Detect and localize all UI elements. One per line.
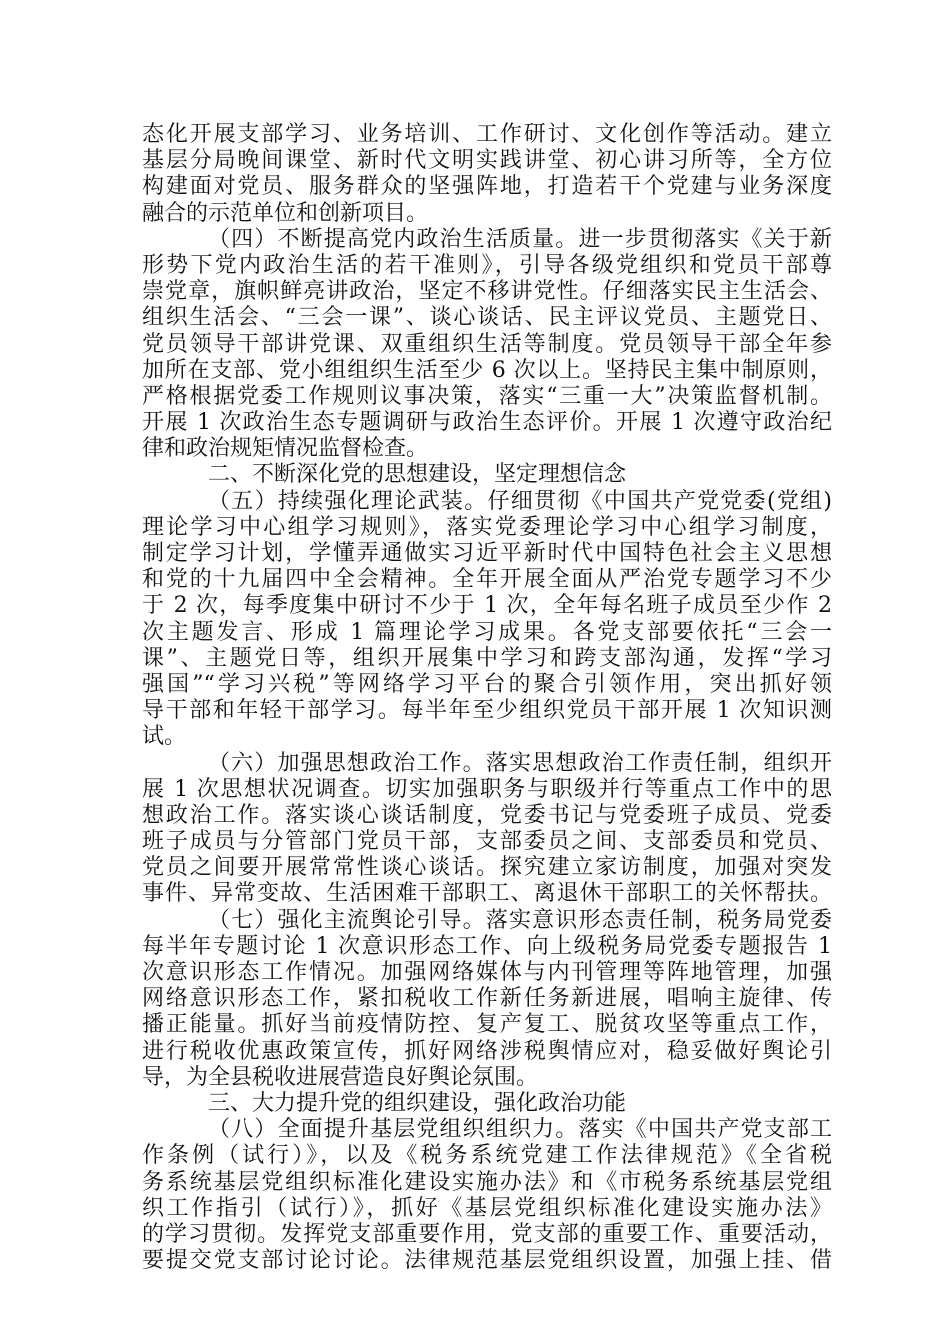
text-line: 要提交党支部讨论讨论。法律规范基层党组织设置，加强上挂、借 <box>142 1248 832 1274</box>
text-line: 织工作指引（试行）》，抓好《基层党组织标准化建设实施办法》 <box>142 1195 832 1221</box>
text-line: 次主题发言、形成 1 篇理论学习成果。各党支部要依托“三会一 <box>142 619 832 645</box>
text-line: 构建面对党员、服务群众的坚强阵地，打造若干个党建与业务深度 <box>142 174 832 200</box>
document-body <box>142 122 832 1274</box>
text-line: 形势下党内政治生活的若干准则》，引导各级党组织和党员干部尊 <box>142 252 832 278</box>
text-line: 于 2 次，每季度集中研讨不少于 1 次，全年每名班子成员至少作 2 <box>142 593 832 619</box>
text-line: 严格根据党委工作规则议事决策，落实“三重一大”决策监督机制。 <box>142 383 832 409</box>
text-line: 每半年专题讨论 1 次意识形态工作、向上级税务局党委专题报告 1 <box>142 933 832 959</box>
text-line: 导干部和年轻干部学习。每半年至少组织党员干部开展 1 次知识测 <box>142 698 832 724</box>
text-line: 党员之间要开展常常性谈心谈话。探究建立家访制度，加强对突发 <box>142 855 832 881</box>
text-line: 的学习贯彻。发挥党支部重要作用，党支部的重要工作、重要活动， <box>142 1221 832 1247</box>
text-line: 事件、异常变故、生活困难干部职工、离退休干部职工的关怀帮扶。 <box>142 881 832 907</box>
text-line: 强国”“学习兴税”等网络学习平台的聚合引领作用，突出抓好领 <box>142 671 832 697</box>
text-line: 和党的十九届四中全会精神。全年开展全面从严治党专题学习不少 <box>142 567 832 593</box>
text-line: 展 1 次思想状况调查。切实加强职务与职级并行等重点工作中的思 <box>142 776 832 802</box>
text-line: 理论学习中心组学习规则》，落实党委理论学习中心组学习制度， <box>142 514 832 540</box>
text-line: 次意识形态工作情况。加强网络媒体与内刊管理等阵地管理，加强 <box>142 960 832 985</box>
text-line: 导，为全县税收进展营造良好舆论氛围。 <box>142 1064 539 1090</box>
text-line: 崇党章，旗帜鲜亮讲政治，坚定不移讲党性。仔细落实民主生活会、 <box>142 279 832 305</box>
text-line: 党员领导干部讲党课、双重组织生活等制度。党员领导干部全年参 <box>142 331 832 357</box>
text-line: 课”、主题党日等，组织开展集中学习和跨支部沟通，发挥“学习 <box>142 645 832 671</box>
text-line: 网络意识形态工作，紧扣税收工作新任务新进展，唱响主旋律、传 <box>142 986 832 1012</box>
text-line: 基层分局晚间课堂、新时代文明实践讲堂、初心讲习所等，全方位 <box>142 148 832 174</box>
text-line: （四）不断提高党内政治生活质量。进一步贯彻落实《关于新 <box>208 226 832 252</box>
section-heading: 二、不断深化党的思想建设，坚定理想信念 <box>208 462 627 488</box>
text-line: 律和政治规矩情况监督检查。 <box>142 436 429 462</box>
text-line: 进行税收优惠政策宣传，抓好网络涉税舆情应对，稳妥做好舆论引 <box>142 1038 832 1064</box>
text-line: 播正能量。抓好当前疫情防控、复产复工、脱贫攻坚等重点工作， <box>142 1012 832 1038</box>
text-line: （八）全面提升基层党组织组织力。落实《中国共产党支部工 <box>208 1117 832 1143</box>
text-line: 班子成员与分管部门党员干部，支部委员之间、支部委员和党员、 <box>142 829 832 855</box>
text-line: （五）持续强化理论武装。仔细贯彻《中国共产党党委(党组) <box>208 488 832 514</box>
section-heading: 三、大力提升党的组织建设，强化政治功能 <box>208 1090 627 1116</box>
text-line: 加所在支部、党小组组织生活至少 6 次以上。坚持民主集中制原则， <box>142 357 832 383</box>
text-line: 务系统基层党组织标准化建设实施办法》和《市税务系统基层党组 <box>142 1169 832 1195</box>
text-line: （七）强化主流舆论引导。落实意识形态责任制，税务局党委 <box>208 907 832 933</box>
text-line: 开展 1 次政治生态专题调研与政治生态评价。开展 1 次遵守政治纪 <box>142 410 832 436</box>
text-line: 态化开展支部学习、业务培训、工作研讨、文化创作等活动。建立 <box>142 122 832 147</box>
text-line: 融合的示范单位和创新项目。 <box>142 200 429 226</box>
text-line: 组织生活会、“三会一课”、谈心谈话、民主评议党员、主题党日、 <box>142 305 832 331</box>
text-line: 试。 <box>142 724 187 750</box>
text-line: （六）加强思想政治工作。落实思想政治工作责任制，组织开 <box>208 750 832 776</box>
text-line: 制定学习计划，学懂弄通做实习近平新时代中国特色社会主义思想 <box>142 541 832 566</box>
text-line: 作条例（试行）》，以及《税务系统党建工作法律规范》《全省税 <box>142 1143 832 1169</box>
text-line: 想政治工作。落实谈心谈话制度，党委书记与党委班子成员、党委 <box>142 802 832 828</box>
